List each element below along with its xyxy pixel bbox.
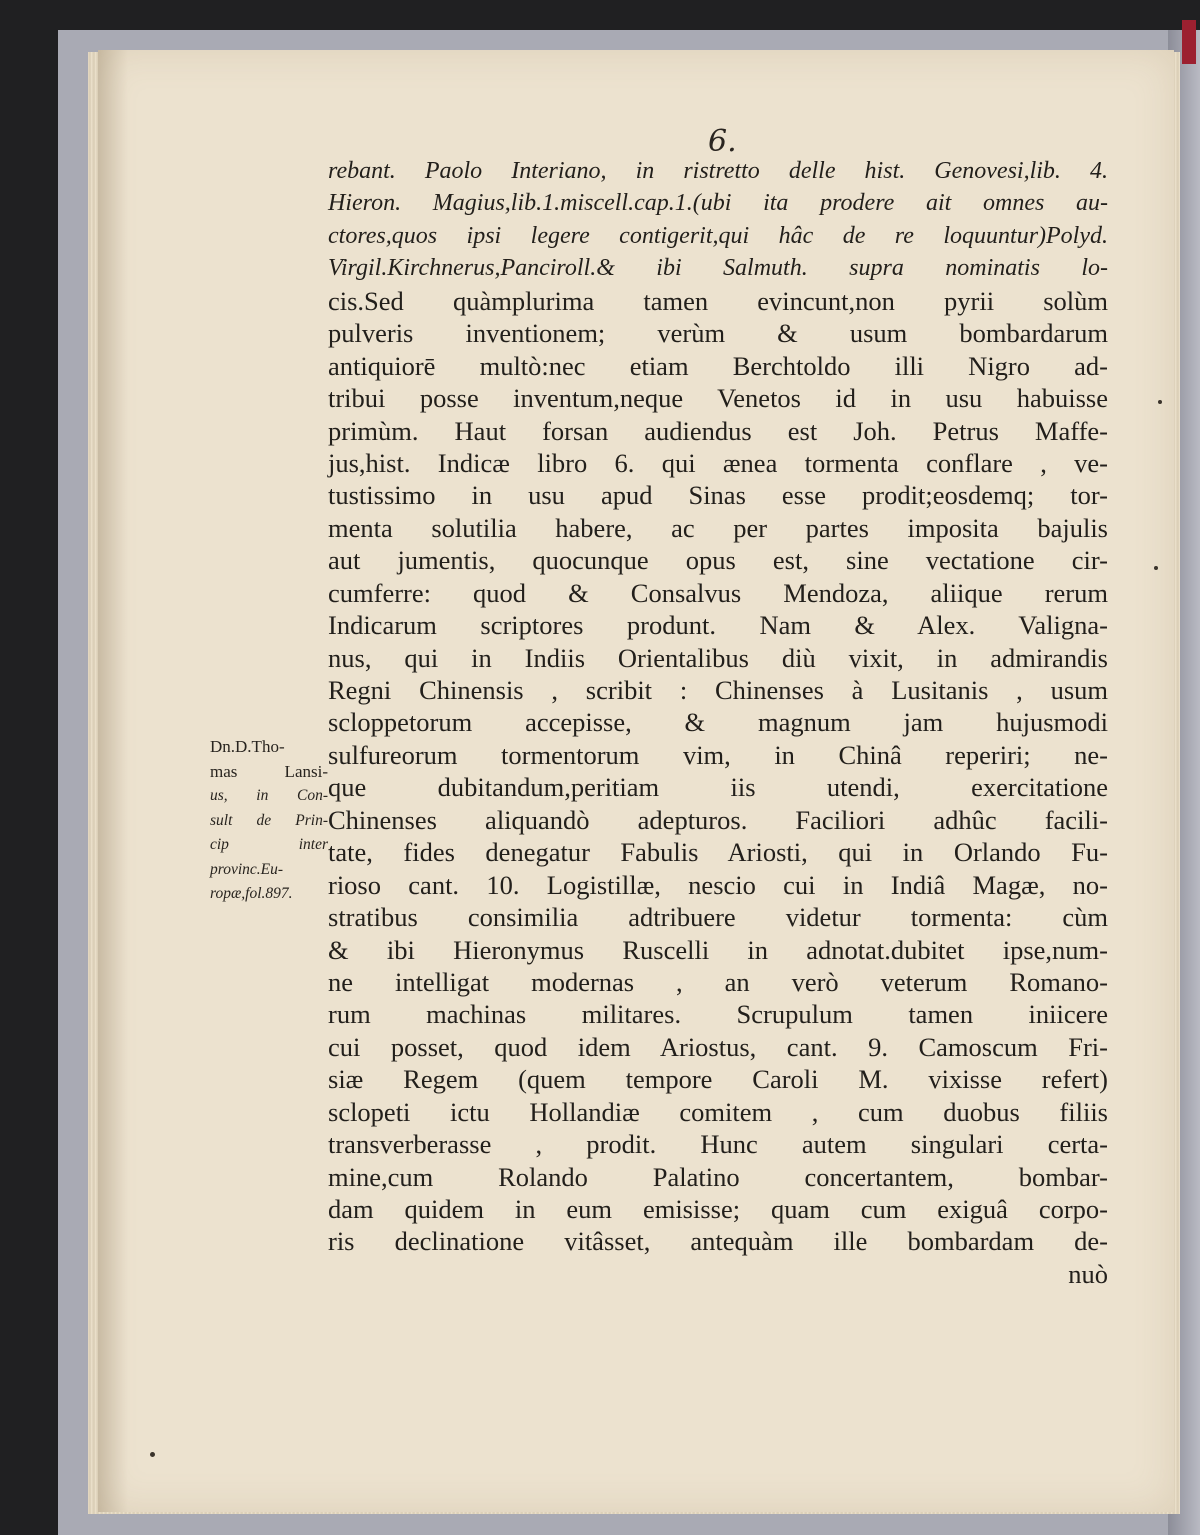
text-line: rum machinas militares. Scrupulum tamen iniicere (328, 999, 1108, 1030)
paper-speck (1154, 566, 1158, 570)
text-line: tustissimo in usu apud Sinas esse prodit;eosdemq; tor- (328, 480, 1108, 511)
text-line: Chinenses aliquandò adepturos. Faciliori adhûc facili- (328, 804, 1108, 835)
text-line: menta solutilia habere, ac per partes imposita bajulis (328, 512, 1108, 543)
text-line: cui posset, quod idem Ariostus, cant. 9. Camoscum Fri- (328, 1031, 1108, 1062)
paper-speck (150, 1452, 155, 1457)
text-line: tribui posse inventum,neque Venetos id in usu habuisse (328, 383, 1108, 414)
margin-note (210, 735, 328, 907)
text-line: jus,hist. Indicæ libro 6. qui ænea tormenta conflare , ve- (328, 447, 1108, 478)
margin-note-line: provinc.Eu- (210, 860, 284, 878)
margin-note-line: ropæ,fol.897. (210, 885, 293, 902)
text-line: antiquiorē multò:nec etiam Berchtoldo illi Nigro ad- (328, 350, 1108, 381)
page-number: 6. (708, 124, 737, 159)
text-line: Indicarum scriptores produnt. Nam & Alex. Valigna- (328, 610, 1108, 641)
text-line: que dubitandum,peritiam iis utendi, exercitatione (328, 772, 1108, 803)
text-line: Virgil.Kirchnerus,Panciroll.& ibi Salmuth. supra nominatis lo- (328, 255, 1108, 282)
margin-note-line: mas Lansi- (210, 761, 328, 781)
text-line: primùm. Haut forsan audiendus est Joh. Petrus Maffe- (328, 415, 1108, 446)
text-line: cumferre: quod & Consalvus Mendoza, aliique rerum (328, 577, 1108, 608)
text-line: mine,cum Rolando Palatino concertantem, bombar- (328, 1161, 1108, 1192)
text-line: ne intelligat modernas , an verò veterum Romano- (328, 966, 1108, 997)
margin-note-line: us, in Con- (210, 787, 328, 804)
text-line: sulfureorum tormentorum vim, in Chinâ reperiri; ne- (328, 739, 1108, 770)
text-line: nus, qui in Indiis Orientalibus diù vixit, in admirandis (328, 642, 1108, 673)
text-line: ctores,quos ipsi legere contigerit,qui hâc de re loquuntur)Polyd. (328, 222, 1108, 249)
paper-speck (1158, 400, 1162, 404)
text-line: rioso cant. 10. Logistillæ, nescio cui in Indiâ Magæ, no- (328, 869, 1108, 900)
text-line: dam quidem in eum emisisse; quam cum exiguâ corpo- (328, 1194, 1108, 1224)
text-line: aut jumentis, quocunque opus est, sine vectatione cir- (328, 545, 1108, 576)
text-line: cis.Sed quàmplurima tamen evincunt,non pyrii solùm (328, 285, 1108, 316)
main-text-block (328, 155, 1108, 1290)
catchword: nuò (1068, 1258, 1108, 1289)
text-line: Hieron. Magius,lib.1.miscell.cap.1.(ubi ita prodere ait omnes au- (328, 190, 1108, 217)
text-line: Regni Chinensis , scribit : Chinenses à Lusitanis , usum (328, 675, 1108, 705)
ribbon-marker (1182, 20, 1196, 64)
text-line: siæ Regem (quem tempore Caroli M. vixisse refert) (328, 1064, 1108, 1095)
text-line: pulveris inventionem; verùm & usum bombardarum (328, 318, 1108, 349)
text-line: scloppetorum accepisse, & magnum jam hujusmodi (328, 707, 1108, 738)
text-line: stratibus consimilia adtribuere videtur tormenta: cùm (328, 902, 1108, 933)
text-line: ris declinatione vitâsset, antequàm ille bombardam de- (328, 1226, 1108, 1257)
text-line: sclopeti ictu Hollandiæ comitem , cum duobus filiis (328, 1096, 1108, 1127)
text-line: rebant. Paolo Interiano, in ristretto delle hist. Genovesi,lib. 4. (328, 158, 1108, 184)
text-line: transverberasse , prodit. Hunc autem singulari certa- (328, 1129, 1108, 1160)
margin-note-line: Dn.D.Tho- (210, 737, 285, 756)
margin-note-line: cip inter (210, 836, 328, 853)
text-line: tate, fides denegatur Fabulis Ariosti, qui in Orlando Fu- (328, 837, 1108, 868)
page-gutter-shadow (98, 50, 128, 1512)
margin-note-line: sult de Prin- (210, 811, 328, 829)
text-line: & ibi Hieronymus Ruscelli in adnotat.dubitet ipse,num- (328, 934, 1108, 965)
